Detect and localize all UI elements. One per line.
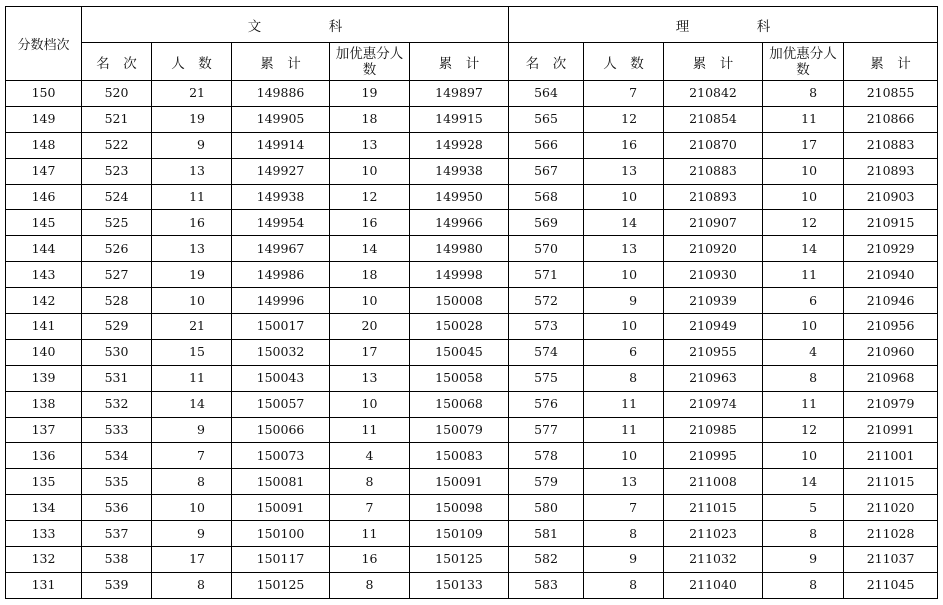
wen-bonus-cumulative-cell: 149897 xyxy=(410,81,509,107)
li-rank-cell: 572 xyxy=(509,288,584,314)
li-bonus-count-cell: 9 xyxy=(763,547,844,573)
wen-rank-cell: 533 xyxy=(82,417,152,443)
wen-bonus-count-cell: 20 xyxy=(330,314,410,340)
li-rank-cell: 576 xyxy=(509,391,584,417)
table-row xyxy=(6,547,938,573)
li-count-cell: 7 xyxy=(584,495,664,521)
wen-count-cell: 11 xyxy=(152,184,232,210)
wen-rank-cell: 534 xyxy=(82,443,152,469)
wen-bonus-count-cell: 11 xyxy=(330,417,410,443)
wen-count-cell: 7 xyxy=(152,443,232,469)
li-rank-cell: 581 xyxy=(509,521,584,547)
wen-cumulative-cell: 149986 xyxy=(232,262,330,288)
wen-count-cell: 15 xyxy=(152,339,232,365)
wen-bonus-cumulative-cell: 149980 xyxy=(410,236,509,262)
li-bonus-count-cell: 8 xyxy=(763,521,844,547)
score-cell: 143 xyxy=(6,262,82,288)
li-count-cell: 11 xyxy=(584,391,664,417)
li-bonus-count-cell: 8 xyxy=(763,81,844,107)
table-row xyxy=(6,314,938,340)
li-bonus-cumulative-cell: 210946 xyxy=(844,288,938,314)
wen-bonus-count-cell: 17 xyxy=(330,339,410,365)
wen-count-cell: 10 xyxy=(152,288,232,314)
li-count-cell: 9 xyxy=(584,547,664,573)
wen-rank-cell: 539 xyxy=(82,572,152,598)
wen-bonus-cumulative-cell: 150008 xyxy=(410,288,509,314)
wen-bonus-cumulative-cell: 150058 xyxy=(410,365,509,391)
score-cell: 137 xyxy=(6,417,82,443)
score-cell: 136 xyxy=(6,443,82,469)
wen-bonus-count-cell: 10 xyxy=(330,391,410,417)
wen-cumulative-cell: 150066 xyxy=(232,417,330,443)
li-bonus-cumulative-cell: 210883 xyxy=(844,132,938,158)
score-cell: 148 xyxy=(6,132,82,158)
wen-rank-cell: 532 xyxy=(82,391,152,417)
li-count-cell: 7 xyxy=(584,81,664,107)
li-count-cell: 6 xyxy=(584,339,664,365)
wen-rank-cell: 531 xyxy=(82,365,152,391)
wen-bonus-count-cell: 8 xyxy=(330,572,410,598)
wen-cumulative-cell: 149914 xyxy=(232,132,330,158)
li-cumulative-cell: 210963 xyxy=(664,365,763,391)
wen-bonus-count-cell: 19 xyxy=(330,81,410,107)
wen-rank-cell: 522 xyxy=(82,132,152,158)
li-bonus-cumulative-cell: 211020 xyxy=(844,495,938,521)
wen-count-cell: 9 xyxy=(152,521,232,547)
li-rank-cell: 564 xyxy=(509,81,584,107)
li-cumulative-cell: 210974 xyxy=(664,391,763,417)
li-bonus-count-cell: 8 xyxy=(763,572,844,598)
wen-bonus-cumulative-cell: 149915 xyxy=(410,106,509,132)
wen-rank-cell: 535 xyxy=(82,469,152,495)
score-cell: 132 xyxy=(6,547,82,573)
li-bonus-count-cell: 11 xyxy=(763,106,844,132)
wen-bonus-count-cell: 11 xyxy=(330,521,410,547)
li-count-cell: 16 xyxy=(584,132,664,158)
li-count-cell: 13 xyxy=(584,158,664,184)
li-bonus-count-cell: 8 xyxy=(763,365,844,391)
li-rank-cell: 567 xyxy=(509,158,584,184)
wen-bonus-cumulative-cell: 150125 xyxy=(410,547,509,573)
table-row xyxy=(6,495,938,521)
wen-bonus-count-cell: 12 xyxy=(330,184,410,210)
wen-bonus-cumulative-cell: 150091 xyxy=(410,469,509,495)
score-level-header: 分数档次 xyxy=(6,7,82,81)
li-bonus-count-cell: 14 xyxy=(763,236,844,262)
li-rank-cell: 579 xyxy=(509,469,584,495)
li-rank-cell: 577 xyxy=(509,417,584,443)
li-bonus-count-cell: 11 xyxy=(763,262,844,288)
li-bonus-count-cell: 12 xyxy=(763,417,844,443)
li-rank-cell: 570 xyxy=(509,236,584,262)
table-row xyxy=(6,572,938,598)
li-rank-cell: 583 xyxy=(509,572,584,598)
wen-count-cell: 21 xyxy=(152,81,232,107)
wen-bonus-count-cell: 18 xyxy=(330,106,410,132)
wen-bonus-count-cell: 13 xyxy=(330,365,410,391)
table-row xyxy=(6,521,938,547)
li-cumulative-cell: 210955 xyxy=(664,339,763,365)
li-count-cell: 10 xyxy=(584,443,664,469)
wen-cumulative-cell: 149905 xyxy=(232,106,330,132)
wen-rank-cell: 523 xyxy=(82,158,152,184)
li-count-cell: 13 xyxy=(584,236,664,262)
li-cumulative-cell: 210854 xyxy=(664,106,763,132)
wen-bonus-cumulative-cell: 150068 xyxy=(410,391,509,417)
wen-count-cell: 13 xyxy=(152,236,232,262)
table-body xyxy=(6,81,938,599)
wen-rank-cell: 530 xyxy=(82,339,152,365)
li-count-cell: 11 xyxy=(584,417,664,443)
wen-cumulative-cell: 150125 xyxy=(232,572,330,598)
wen-cumulative-cell: 150032 xyxy=(232,339,330,365)
wen-bonus-cumulative-cell: 149998 xyxy=(410,262,509,288)
wen-count-cell: 11 xyxy=(152,365,232,391)
li-bonus-cumulative-cell: 210956 xyxy=(844,314,938,340)
li-bonus-cumulative-cell: 210903 xyxy=(844,184,938,210)
score-cell: 150 xyxy=(6,81,82,107)
wen-cumulative-cell: 149996 xyxy=(232,288,330,314)
li-bonus-count-cell: 6 xyxy=(763,288,844,314)
li-cumulative-cell: 210985 xyxy=(664,417,763,443)
group-header-row xyxy=(6,7,938,43)
wen-bonus-count-cell: 8 xyxy=(330,469,410,495)
wen-rank-cell: 524 xyxy=(82,184,152,210)
li-bonus-cumulative-cell: 211045 xyxy=(844,572,938,598)
li-bonus-count-cell: 5 xyxy=(763,495,844,521)
li-cumulative-cell: 211023 xyxy=(664,521,763,547)
li-rank-cell: 580 xyxy=(509,495,584,521)
li-count-header: 人 数 xyxy=(584,43,664,81)
li-bonus-cumulative-cell: 211037 xyxy=(844,547,938,573)
wen-cumulative-cell: 149938 xyxy=(232,184,330,210)
li-count-cell: 8 xyxy=(584,365,664,391)
li-rank-cell: 573 xyxy=(509,314,584,340)
li-cumulative-cell: 211008 xyxy=(664,469,763,495)
wen-rank-cell: 537 xyxy=(82,521,152,547)
li-bonus-cumulative-cell: 210915 xyxy=(844,210,938,236)
table-row xyxy=(6,184,938,210)
li-cumulative-cell: 210870 xyxy=(664,132,763,158)
score-cell: 138 xyxy=(6,391,82,417)
wen-rank-cell: 536 xyxy=(82,495,152,521)
li-rank-cell: 569 xyxy=(509,210,584,236)
score-cell: 131 xyxy=(6,572,82,598)
li-bonus-count-cell: 10 xyxy=(763,158,844,184)
wen-rank-cell: 521 xyxy=(82,106,152,132)
table-row xyxy=(6,469,938,495)
wen-bonus-count-cell: 16 xyxy=(330,547,410,573)
wen-rank-cell: 529 xyxy=(82,314,152,340)
wen-count-cell: 21 xyxy=(152,314,232,340)
li-rank-cell: 568 xyxy=(509,184,584,210)
li-bonus-cumulative-cell: 210855 xyxy=(844,81,938,107)
li-cumulative-cell: 211032 xyxy=(664,547,763,573)
li-bonus-cumulative-cell: 210960 xyxy=(844,339,938,365)
table-row xyxy=(6,288,938,314)
wen-rank-cell: 538 xyxy=(82,547,152,573)
score-cell: 142 xyxy=(6,288,82,314)
score-cell: 139 xyxy=(6,365,82,391)
wen-bonus-cumulative-cell: 150045 xyxy=(410,339,509,365)
wen-cumulative-cell: 150043 xyxy=(232,365,330,391)
table-row xyxy=(6,443,938,469)
score-cell: 147 xyxy=(6,158,82,184)
table-row xyxy=(6,158,938,184)
li-bonus-count-cell: 4 xyxy=(763,339,844,365)
li-bonus-count-cell: 17 xyxy=(763,132,844,158)
li-bonus-cumulative-cell: 210991 xyxy=(844,417,938,443)
table-row xyxy=(6,417,938,443)
li-bonus-count-cell: 10 xyxy=(763,443,844,469)
wen-count-cell: 13 xyxy=(152,158,232,184)
wen-rank-cell: 528 xyxy=(82,288,152,314)
wen-bonus-count-cell: 7 xyxy=(330,495,410,521)
li-bonus-count-cell: 10 xyxy=(763,314,844,340)
li-rank-cell: 575 xyxy=(509,365,584,391)
li-count-cell: 13 xyxy=(584,469,664,495)
wen-count-cell: 8 xyxy=(152,469,232,495)
li-count-cell: 14 xyxy=(584,210,664,236)
wen-cumulative-cell: 150073 xyxy=(232,443,330,469)
wen-bonus-count-cell: 13 xyxy=(330,132,410,158)
score-cell: 141 xyxy=(6,314,82,340)
table-row xyxy=(6,132,938,158)
table-row xyxy=(6,81,938,107)
li-bonus-cumulative-header: 累 计 xyxy=(844,43,938,81)
li-rank-cell: 565 xyxy=(509,106,584,132)
li-count-cell: 8 xyxy=(584,521,664,547)
score-cell: 146 xyxy=(6,184,82,210)
score-cell: 133 xyxy=(6,521,82,547)
wen-bonus-cumulative-cell: 149950 xyxy=(410,184,509,210)
wen-count-header: 人 数 xyxy=(152,43,232,81)
wen-bonus-count-cell: 10 xyxy=(330,288,410,314)
li-bonus-count-cell: 11 xyxy=(763,391,844,417)
sub-header-row xyxy=(6,43,938,81)
li-group-header: 理 科 xyxy=(509,7,938,43)
li-bonus-cumulative-cell: 210940 xyxy=(844,262,938,288)
li-rank-header: 名 次 xyxy=(509,43,584,81)
wen-bonus-count-header: 加优惠分人数 xyxy=(330,43,410,81)
wen-bonus-cumulative-header: 累 计 xyxy=(410,43,509,81)
wen-count-cell: 10 xyxy=(152,495,232,521)
li-bonus-cumulative-cell: 210979 xyxy=(844,391,938,417)
wen-cumulative-cell: 150117 xyxy=(232,547,330,573)
li-bonus-count-cell: 10 xyxy=(763,184,844,210)
wen-bonus-count-cell: 14 xyxy=(330,236,410,262)
li-bonus-cumulative-cell: 210968 xyxy=(844,365,938,391)
wen-cumulative-header: 累 计 xyxy=(232,43,330,81)
li-bonus-cumulative-cell: 210893 xyxy=(844,158,938,184)
li-bonus-cumulative-cell: 211001 xyxy=(844,443,938,469)
li-cumulative-cell: 211015 xyxy=(664,495,763,521)
wen-bonus-cumulative-cell: 150133 xyxy=(410,572,509,598)
wen-cumulative-cell: 150091 xyxy=(232,495,330,521)
li-cumulative-cell: 210907 xyxy=(664,210,763,236)
li-cumulative-cell: 210893 xyxy=(664,184,763,210)
wen-bonus-cumulative-cell: 150028 xyxy=(410,314,509,340)
wen-bonus-count-cell: 10 xyxy=(330,158,410,184)
wen-cumulative-cell: 150100 xyxy=(232,521,330,547)
li-bonus-cumulative-cell: 210929 xyxy=(844,236,938,262)
wen-cumulative-cell: 150057 xyxy=(232,391,330,417)
li-rank-cell: 582 xyxy=(509,547,584,573)
wen-bonus-cumulative-cell: 150079 xyxy=(410,417,509,443)
li-rank-cell: 578 xyxy=(509,443,584,469)
wen-bonus-count-cell: 18 xyxy=(330,262,410,288)
li-cumulative-cell: 211040 xyxy=(664,572,763,598)
score-cell: 144 xyxy=(6,236,82,262)
li-count-cell: 10 xyxy=(584,184,664,210)
wen-cumulative-cell: 149886 xyxy=(232,81,330,107)
table-row xyxy=(6,236,938,262)
wen-count-cell: 9 xyxy=(152,132,232,158)
wen-count-cell: 14 xyxy=(152,391,232,417)
wen-count-cell: 19 xyxy=(152,262,232,288)
document-page xyxy=(5,6,938,599)
table-row xyxy=(6,262,938,288)
score-cell: 135 xyxy=(6,469,82,495)
wen-bonus-cumulative-cell: 150083 xyxy=(410,443,509,469)
wen-count-cell: 16 xyxy=(152,210,232,236)
score-cell: 134 xyxy=(6,495,82,521)
wen-group-header: 文 科 xyxy=(82,7,509,43)
table-row xyxy=(6,106,938,132)
li-cumulative-cell: 210949 xyxy=(664,314,763,340)
table-row xyxy=(6,365,938,391)
table-row xyxy=(6,339,938,365)
li-count-cell: 9 xyxy=(584,288,664,314)
li-bonus-count-cell: 14 xyxy=(763,469,844,495)
li-cumulative-cell: 210995 xyxy=(664,443,763,469)
table-row xyxy=(6,391,938,417)
wen-cumulative-cell: 149927 xyxy=(232,158,330,184)
score-cell: 140 xyxy=(6,339,82,365)
wen-rank-cell: 520 xyxy=(82,81,152,107)
wen-bonus-count-cell: 16 xyxy=(330,210,410,236)
li-cumulative-cell: 210842 xyxy=(664,81,763,107)
li-bonus-count-cell: 12 xyxy=(763,210,844,236)
wen-count-cell: 19 xyxy=(152,106,232,132)
wen-bonus-cumulative-cell: 149938 xyxy=(410,158,509,184)
li-rank-cell: 566 xyxy=(509,132,584,158)
li-cumulative-cell: 210920 xyxy=(664,236,763,262)
wen-count-cell: 8 xyxy=(152,572,232,598)
li-bonus-cumulative-cell: 211015 xyxy=(844,469,938,495)
wen-rank-cell: 525 xyxy=(82,210,152,236)
wen-cumulative-cell: 149967 xyxy=(232,236,330,262)
wen-count-cell: 9 xyxy=(152,417,232,443)
wen-cumulative-cell: 149954 xyxy=(232,210,330,236)
score-cell: 149 xyxy=(6,106,82,132)
li-rank-cell: 571 xyxy=(509,262,584,288)
wen-rank-cell: 527 xyxy=(82,262,152,288)
li-rank-cell: 574 xyxy=(509,339,584,365)
li-cumulative-cell: 210930 xyxy=(664,262,763,288)
li-cumulative-cell: 210883 xyxy=(664,158,763,184)
li-count-cell: 10 xyxy=(584,314,664,340)
wen-cumulative-cell: 150017 xyxy=(232,314,330,340)
li-cumulative-cell: 210939 xyxy=(664,288,763,314)
wen-cumulative-cell: 150081 xyxy=(232,469,330,495)
li-cumulative-header: 累 计 xyxy=(664,43,763,81)
wen-count-cell: 17 xyxy=(152,547,232,573)
wen-bonus-cumulative-cell: 149928 xyxy=(410,132,509,158)
li-bonus-cumulative-cell: 210866 xyxy=(844,106,938,132)
wen-rank-header: 名 次 xyxy=(82,43,152,81)
wen-bonus-cumulative-cell: 150098 xyxy=(410,495,509,521)
score-distribution-table xyxy=(5,6,938,599)
li-bonus-count-header: 加优惠分人数 xyxy=(763,43,844,81)
li-count-cell: 8 xyxy=(584,572,664,598)
wen-bonus-count-cell: 4 xyxy=(330,443,410,469)
wen-rank-cell: 526 xyxy=(82,236,152,262)
table-row xyxy=(6,210,938,236)
score-cell: 145 xyxy=(6,210,82,236)
li-count-cell: 10 xyxy=(584,262,664,288)
wen-bonus-cumulative-cell: 150109 xyxy=(410,521,509,547)
li-bonus-cumulative-cell: 211028 xyxy=(844,521,938,547)
li-count-cell: 12 xyxy=(584,106,664,132)
wen-bonus-cumulative-cell: 149966 xyxy=(410,210,509,236)
